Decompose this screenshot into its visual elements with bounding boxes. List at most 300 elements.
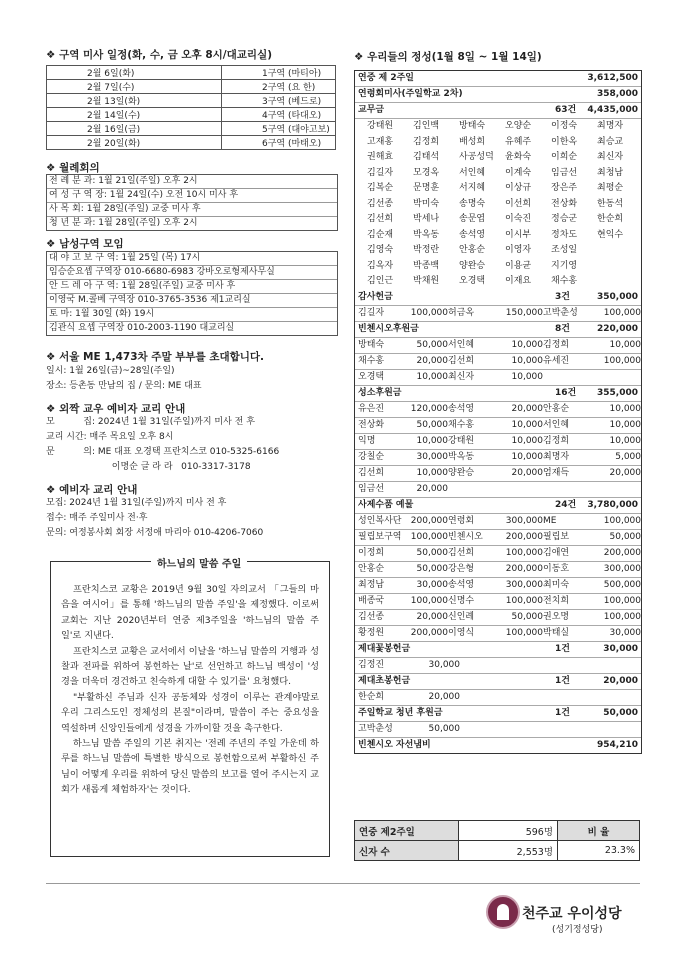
mass-place: 6구역 (마태오): [222, 136, 336, 150]
ordination-name: 권오명: [543, 611, 570, 622]
ordination-amount: 30,000: [609, 627, 641, 638]
me-line: 일시: 1월 26일(금)~28일(주일): [46, 366, 175, 376]
seminary-name: 안홍순: [543, 403, 570, 414]
thanks-amount: 150,000: [505, 307, 543, 318]
thanks-amount: 100,000: [603, 307, 641, 318]
ordination-row: [355, 546, 641, 562]
thanks-name: 김길자: [358, 307, 385, 318]
ordination-row: [355, 562, 641, 578]
tithe-name: 김태석: [413, 152, 440, 162]
thanks-name: 허금옥: [448, 307, 475, 318]
mass-schedule-title: ❖ 구역 미사 일정(화, 수, 금 오후 8시/대교리실): [46, 49, 273, 61]
tithe-name-row: [355, 243, 641, 259]
ordination-name: 최미숙: [543, 579, 570, 590]
mass-row: [47, 108, 336, 122]
mass-place: 2구역 (요 한): [222, 80, 336, 94]
tithe-name: 한동석: [597, 198, 624, 209]
tithe-name-row: [355, 150, 641, 166]
mass-row: [47, 136, 336, 150]
monthly-meeting-title: ❖ 월례회의: [46, 162, 100, 174]
ordination-amount: 200,000: [505, 531, 543, 542]
seminary-name: 김선희: [358, 467, 385, 478]
tithe-name: 박채원: [413, 276, 440, 286]
ordination-amount: 50,000: [609, 531, 641, 542]
tithe-name: 박정란: [413, 245, 440, 255]
men-group-row: 김관식 요셉 구역장 010-2003-1190 대교리실: [49, 323, 235, 333]
ordination-name: 황정원: [358, 627, 385, 638]
ordination-amount: 100,000: [410, 595, 448, 606]
ordination-name: 강은형: [448, 563, 475, 574]
ordination-name: 필립보: [543, 531, 570, 542]
ordination-name: 빈첸시오: [448, 531, 483, 542]
tithe-name: 권해효: [367, 152, 394, 162]
seminary-offering-label: 성소후원금: [358, 387, 402, 398]
tithe-name: 이시부: [505, 229, 532, 240]
ordination-amount: 30,000: [416, 579, 448, 590]
catechism-line: 접수: 매주 주일미사 전·후: [46, 513, 148, 523]
tithe-count: 63건: [555, 105, 577, 115]
me-title: ❖ 서울 ME 1,473차 주말 부부를 초대합니다.: [46, 351, 265, 363]
ordination-row: [355, 514, 641, 530]
tithe-name: 송석영: [459, 229, 486, 240]
vincent-charity-pot: [355, 738, 641, 753]
tithe-name: 채수홍: [551, 276, 578, 286]
mass-row: [47, 66, 336, 80]
foreign-line: 이명순 글 라 라 010-3317-3178: [46, 462, 251, 472]
tithe-name: 조성일: [551, 245, 578, 255]
thanks-offering-amount: 350,000: [597, 291, 638, 302]
stats-table: [354, 820, 640, 861]
altar-candle-amount: 20,000: [428, 691, 460, 702]
mass-row: [47, 94, 336, 108]
tithe-name: 김길자: [367, 167, 394, 178]
mass-schedule-table: [46, 65, 336, 150]
ordination-amount: 300,000: [505, 579, 543, 590]
ordination-amount: 100,000: [505, 595, 543, 606]
tithe-name: 한순희: [597, 214, 624, 224]
tithe-name: 서지혜: [459, 183, 486, 193]
ordination-name: 김선종: [358, 611, 385, 622]
tithe-name: 김옥자: [367, 260, 394, 271]
tithe-name: 김인근: [367, 276, 394, 286]
sunday-offering-label: 연중 제 2주일: [358, 73, 414, 83]
seminary-amount: 30,000: [416, 451, 448, 462]
tithe-name: 강태원: [367, 121, 394, 131]
ordination-row: [355, 594, 641, 610]
word-sunday-title: 하느님의 말씀 주일: [151, 555, 247, 570]
thanks-amount: 100,000: [410, 307, 448, 318]
ordination-name: 성인복사단: [358, 515, 402, 526]
ordination-name: 필립보구역: [358, 531, 402, 542]
vincent-name: 서인혜: [448, 339, 475, 350]
stats-ratio-label: 비 율: [558, 821, 640, 841]
youth-support-offering-label: 주일학교 청년 후원금: [358, 707, 443, 718]
catechism-title: ❖ 예비자 교리 안내: [46, 484, 138, 496]
thanks-name: 고박춘성: [543, 307, 578, 318]
ordination-amount: 100,000: [603, 611, 641, 622]
word-sunday-box: [50, 561, 330, 857]
ordination-gift: [355, 498, 641, 514]
seminary-amount: 10,000: [416, 435, 448, 446]
tithe-name: 최승교: [597, 136, 624, 147]
ordination-gift-amount: 3,780,000: [587, 499, 638, 510]
ordination-gift-label: 사제수품 예물: [358, 499, 414, 510]
youth-support-amount: 50,000: [428, 723, 460, 734]
tithe-name: 정차도: [551, 229, 578, 240]
men-group-box: [46, 251, 338, 336]
meeting-row: 여 성 구 역 장: 1월 24일(수) 오전 10시 미사 후: [47, 189, 337, 203]
tithe-name: 최신자: [597, 152, 624, 162]
seminary-name: 유은진: [358, 403, 385, 414]
tithe-name: 장은주: [551, 183, 578, 193]
seminary-amount: 5,000: [615, 451, 641, 462]
tithe-name: 양완승: [459, 260, 486, 271]
vincent-amount: 100,000: [603, 355, 641, 366]
ordination-name: 신명수: [448, 595, 475, 606]
ordination-amount: 200,000: [410, 627, 448, 638]
seminary-row: [355, 450, 641, 466]
ordination-amount: 100,000: [505, 627, 543, 638]
meeting-row: 사 목 회: 1월 28일(주일) 교중 미사 후: [47, 203, 337, 217]
altar-candle-row: [355, 690, 641, 706]
vincent-amount: 10,000: [511, 355, 543, 366]
seminary-amount: 20,000: [511, 403, 543, 414]
seminary-amount: 10,000: [511, 419, 543, 430]
meeting-row: 청 년 분 과: 1월 28일(주일) 오후 2시: [49, 218, 198, 228]
church-logo-icon: [486, 895, 520, 929]
seminary-amount: 10,000: [609, 403, 641, 414]
offering-title: ❖ 우리들의 정성(1월 8일 ~ 1월 14일): [354, 51, 542, 63]
thanks-offering: [355, 290, 641, 306]
seminary-amount: 10,000: [511, 451, 543, 462]
tithe-name: 김인백: [413, 121, 440, 131]
tithe-name-row: [355, 181, 641, 197]
mass-date: 2월 13일(화): [47, 94, 222, 108]
stats-sunday-label: 연중 제2주일: [355, 821, 459, 841]
seminary-offering-amount: 355,000: [597, 387, 638, 398]
tithe: [355, 103, 641, 119]
youth-support-offering-amount: 50,000: [603, 707, 638, 718]
vincent-name: 방태숙: [358, 339, 385, 350]
vincent-amount: 10,000: [609, 339, 641, 350]
youth-support-row: [355, 722, 641, 738]
vincent-name: 오경택: [358, 371, 385, 382]
tithe-name: 이계숙: [505, 167, 532, 178]
seminary-name: 익명: [358, 435, 376, 446]
vincent-row: [355, 370, 641, 386]
monthly-meeting-box: [46, 174, 338, 231]
vincent-name: 김정희: [543, 339, 570, 350]
me-info: [46, 364, 202, 394]
ordination-name: 송석영: [448, 579, 475, 590]
seminary-row: [355, 402, 641, 418]
mass-row: [47, 80, 336, 94]
tithe-label: 교무금: [358, 105, 385, 115]
seminary-name: 강칠순: [358, 451, 385, 462]
seminary-name: 엄재득: [543, 467, 570, 478]
ordination-amount: 20,000: [416, 611, 448, 622]
tithe-name-row: [355, 135, 641, 151]
church-name: 천주교 우이성당: [522, 906, 622, 922]
word-paragraph: 프란치스코 교황은 2019년 9월 30일 자의교서 「그들의 마음을 여시어」를 통해 '하느님의 말씀 주일'을 제정했다. 이로써 교회는 지난 2020년부터 연중 제3주일을 '하느님의 말씀 주일'로 지낸다.: [61, 584, 319, 642]
tithe-name: 이한옥: [551, 136, 578, 147]
altar-candle-offering: [355, 674, 641, 690]
tithe-name: 박종백: [413, 260, 440, 271]
ordination-name: 이동호: [543, 563, 570, 574]
altar-flower-offering-count: 1건: [555, 643, 570, 654]
mass-place: 3구역 (베드로): [222, 94, 336, 108]
ordination-name: 신인례: [448, 611, 475, 622]
seminary-name: 강태원: [448, 435, 475, 446]
tithe-name-row: [355, 197, 641, 213]
vincent-offering-label: 빈첸시오후원금: [358, 323, 419, 334]
seminary-name: 박옥동: [448, 451, 475, 462]
foreign-catechism-info: [46, 415, 279, 475]
tithe-name: 모경옥: [413, 167, 440, 178]
youth-support-offering-count: 1건: [555, 707, 570, 718]
ordination-row: [355, 578, 641, 594]
foreign-line: 교리 시간: 매주 목요일 오후 8시: [46, 432, 174, 442]
tithe-name-row: [355, 274, 641, 290]
seminary-name: 양완승: [448, 467, 475, 478]
altar-flower-name: 김정진: [358, 659, 385, 670]
ordination-row: [355, 610, 641, 626]
tithe-name-row: [355, 259, 641, 275]
catechism-line: 문의: 여정봉사회 회장 서정애 마리아 010-4206-7060: [46, 528, 264, 538]
catechism-info: [46, 496, 263, 541]
vincent-row: [355, 354, 641, 370]
ordination-row: [355, 530, 641, 546]
tithe-name: 이선희: [505, 198, 532, 209]
ordination-amount: 300,000: [603, 563, 641, 574]
seminary-amount: 20,000: [511, 467, 543, 478]
mass-place: 4구역 (타대오): [222, 108, 336, 122]
altar-flower-offering-amount: 30,000: [603, 643, 638, 654]
altar-candle-name: 한순희: [358, 691, 385, 702]
tithe-name: 문명훈: [413, 183, 440, 193]
tithe-name: 윤화숙: [505, 152, 532, 162]
tithe-name: 김정희: [413, 136, 440, 147]
vincent-amount: 10,000: [511, 339, 543, 350]
tithe-name: 오양순: [505, 121, 532, 131]
stats-ratio-value: 23.3%: [558, 841, 640, 861]
vincent-offering-count: 8건: [555, 323, 570, 334]
altar-flower-offering: [355, 642, 641, 658]
vincent-name: 최신자: [448, 371, 475, 382]
seminary-row: [355, 418, 641, 434]
altar-flower-amount: 30,000: [428, 659, 460, 670]
ordination-name: 이영식: [448, 627, 475, 638]
tithe-name-row: [355, 228, 641, 244]
seminary-row: [355, 434, 641, 450]
word-paragraph: 하느님 말씀 주일의 기본 취지는 '전례 주년의 주일 가운데 하루를 하느님 말씀에 특별한 방식으로 봉헌함으로써 부활하신 주님이 어떻게 우리를 위하여 당신 말씀의 보고를 열어 주시는지 교회가 새롭게 체험하자'는 것이다.: [61, 738, 319, 796]
mass-date: 2월 7일(수): [47, 80, 222, 94]
tithe-name: 지기영: [551, 260, 578, 271]
stats-members-label: 신자 수: [355, 841, 459, 861]
vincent-name: 김선희: [448, 355, 475, 366]
seminary-name: 송석영: [448, 403, 475, 414]
vincent-amount: 10,000: [416, 371, 448, 382]
sunday-offering: [355, 71, 641, 87]
ordination-name: 연령회: [448, 515, 475, 526]
tithe-name: 전상화: [551, 198, 578, 209]
seminary-amount: 10,000: [416, 467, 448, 478]
men-group-row: 이영국 M.콜베 구역장 010-3765-3536 제1교리실: [47, 294, 337, 308]
mass-place: 5구역 (대야고보): [222, 122, 336, 136]
ordination-name: 박태실: [543, 627, 570, 638]
men-group-row: 토 마: 1월 30일 (화) 19시: [47, 308, 337, 322]
ordination-name: 김애연: [543, 547, 570, 558]
tithe-name: 임금선: [551, 167, 578, 178]
altar-candle-offering-amount: 20,000: [603, 675, 638, 686]
tithe-name: 서인혜: [459, 167, 486, 178]
tithe-name: 이재요: [505, 276, 532, 286]
ordination-name: 안홍순: [358, 563, 385, 574]
tithe-name: 오경택: [459, 276, 486, 286]
ordination-name: 이정희: [358, 547, 385, 558]
seminary-name: 서인혜: [543, 419, 570, 430]
ordination-amount: 50,000: [511, 611, 543, 622]
tithe-name: 이숙진: [505, 214, 532, 224]
vincent-offering: [355, 322, 641, 338]
seminary-name: 김정희: [543, 435, 570, 446]
tithe-name: 김복순: [367, 183, 394, 193]
vincent-charity-pot-amount: 954,210: [597, 739, 638, 750]
youth-support-offering: [355, 706, 641, 722]
union-mass-offering: [355, 87, 641, 103]
altar-flower-row: [355, 658, 641, 674]
mass-place: 1구역 (마티아): [222, 66, 336, 80]
foreign-line: 모 집: 2024년 1월 31일(주일)까지 미사 전 후: [46, 417, 255, 427]
tithe-name: 현익수: [597, 229, 624, 240]
men-group-row: 임승순요셉 구역장 010-6680-6983 강바오로형제사무실: [47, 266, 337, 280]
ordination-amount: 100,000: [410, 531, 448, 542]
ordination-amount: 100,000: [603, 595, 641, 606]
seminary-amount: 20,000: [609, 467, 641, 478]
tithe-name: 박세나: [413, 214, 440, 224]
vincent-charity-pot-label: 빈첸시오 자선냄비: [358, 739, 431, 750]
seminary-amount: 120,000: [410, 403, 448, 414]
seminary-amount: 10,000: [609, 419, 641, 430]
altar-candle-offering-label: 제대초봉헌금: [358, 675, 411, 686]
thanks-offering-label: 감사헌금: [358, 291, 393, 302]
seminary-name: 전상화: [358, 419, 385, 430]
me-line: 장소: 등촌동 만남의 집 / 문의: ME 대표: [46, 381, 202, 391]
ordination-amount: 300,000: [505, 515, 543, 526]
vincent-amount: 50,000: [416, 339, 448, 350]
vincent-name: 채수홍: [358, 355, 385, 366]
seminary-name: 임금선: [358, 483, 385, 494]
men-group-title: ❖ 남성구역 모임: [46, 238, 124, 250]
vincent-amount: 20,000: [416, 355, 448, 366]
stats-sunday-value: 596명: [459, 821, 558, 841]
men-group-row: 안 드 레 아 구 역: 1월 28일(주일) 교중 미사 후: [47, 280, 337, 294]
vincent-amount: 10,000: [511, 371, 543, 382]
vincent-offering-amount: 220,000: [597, 323, 638, 334]
ordination-amount: 100,000: [603, 515, 641, 526]
seminary-amount: 20,000: [416, 483, 448, 494]
ordination-name: 배종국: [358, 595, 385, 606]
ordination-amount: 100,000: [505, 547, 543, 558]
tithe-name: 배성희: [459, 136, 486, 147]
tithe-name: 김영숙: [367, 245, 394, 255]
tithe-name: 이상규: [505, 183, 532, 193]
tithe-name: 김선희: [367, 214, 394, 224]
tithe-name: 송명숙: [459, 198, 486, 209]
tithe-name: 최청남: [597, 167, 624, 178]
seminary-name: 채수홍: [448, 419, 475, 430]
mass-row: [47, 122, 336, 136]
meeting-row: 전 례 분 과: 1월 21일(주일) 오후 2시: [47, 175, 337, 189]
tithe-name: 최평순: [597, 183, 624, 193]
church-subname: (성기정성당): [552, 925, 603, 935]
tithe-name: 이영자: [505, 245, 532, 255]
word-sunday-body: [61, 582, 319, 798]
seminary-row: [355, 482, 641, 498]
tithe-name-row: [355, 119, 641, 135]
mass-date: 2월 20일(화): [47, 136, 222, 150]
altar-candle-offering-count: 1건: [555, 675, 570, 686]
mass-date: 2월 6일(화): [47, 66, 222, 80]
men-group-row: 대 야 고 보 구 역: 1월 25일 (목) 17시: [47, 252, 337, 266]
ordination-amount: 50,000: [416, 563, 448, 574]
foreign-line: 문 의: ME 대표 오경택 프란치스코 010-5325-6166: [46, 447, 280, 457]
ordination-amount: 200,000: [410, 515, 448, 526]
tithe-name: 이용균: [505, 260, 532, 271]
tithe-name: 정승군: [551, 214, 578, 224]
word-paragraph: 프란치스코 교황은 교서에서 이날을 '하느님 말씀의 거행과 성찰과 전파를 위하여 봉헌하는 날'로 선언하고 하느님 백성이 '성경을 더욱더 경건하고 친숙하게 대할 수 있기를' 요청했다.: [61, 645, 319, 688]
tithe-amount: 4,435,000: [587, 105, 638, 115]
seminary-amount: 50,000: [416, 419, 448, 430]
tithe-name: 박미숙: [413, 198, 440, 209]
ordination-name: 최정남: [358, 579, 385, 590]
tithe-name: 박옥동: [413, 229, 440, 240]
vincent-row: [355, 338, 641, 354]
seminary-amount: 10,000: [609, 435, 641, 446]
mass-date: 2월 16일(금): [47, 122, 222, 136]
union-mass-offering-amount: 358,000: [597, 89, 638, 99]
tithe-name: 안홍순: [459, 245, 486, 255]
offering-table: [354, 70, 642, 754]
seminary-row: [355, 466, 641, 482]
tithe-name: 최명자: [597, 121, 624, 131]
word-paragraph: "부활하신 주님과 신자 공동체와 성경이 이루는 관계야말로 우리 그리스도인 정체성의 본질"이라며, 말씀이 주는 중요성을 역설하며 신앙인들에게 성경을 가까이할 것을 촉구한다.: [61, 691, 319, 734]
seminary-offering: [355, 386, 641, 402]
footer-divider: [46, 883, 640, 884]
tithe-name-row: [355, 166, 641, 182]
sunday-offering-amount: 3,612,500: [587, 73, 638, 83]
thanks-row: [355, 306, 641, 322]
tithe-name: 유혜주: [505, 136, 532, 147]
thanks-offering-count: 3건: [555, 291, 570, 302]
tithe-name: 이정숙: [551, 121, 578, 131]
tithe-name: 사공성덕: [459, 152, 494, 162]
tithe-name: 방태숙: [459, 121, 486, 131]
seminary-name: 최명자: [543, 451, 570, 462]
tithe-name: 김선종: [367, 198, 394, 209]
seminary-offering-count: 16건: [555, 387, 577, 398]
ordination-amount: 200,000: [505, 563, 543, 574]
youth-support-name: 고박춘성: [358, 723, 393, 734]
tithe-name: 고재홍: [367, 136, 394, 147]
ordination-gift-count: 24건: [555, 499, 577, 510]
mass-date: 2월 14일(수): [47, 108, 222, 122]
ordination-amount: 200,000: [603, 547, 641, 558]
ordination-row: [355, 626, 641, 642]
seminary-amount: 10,000: [511, 435, 543, 446]
ordination-name: 김선희: [448, 547, 475, 558]
vincent-name: 유세진: [543, 355, 570, 366]
